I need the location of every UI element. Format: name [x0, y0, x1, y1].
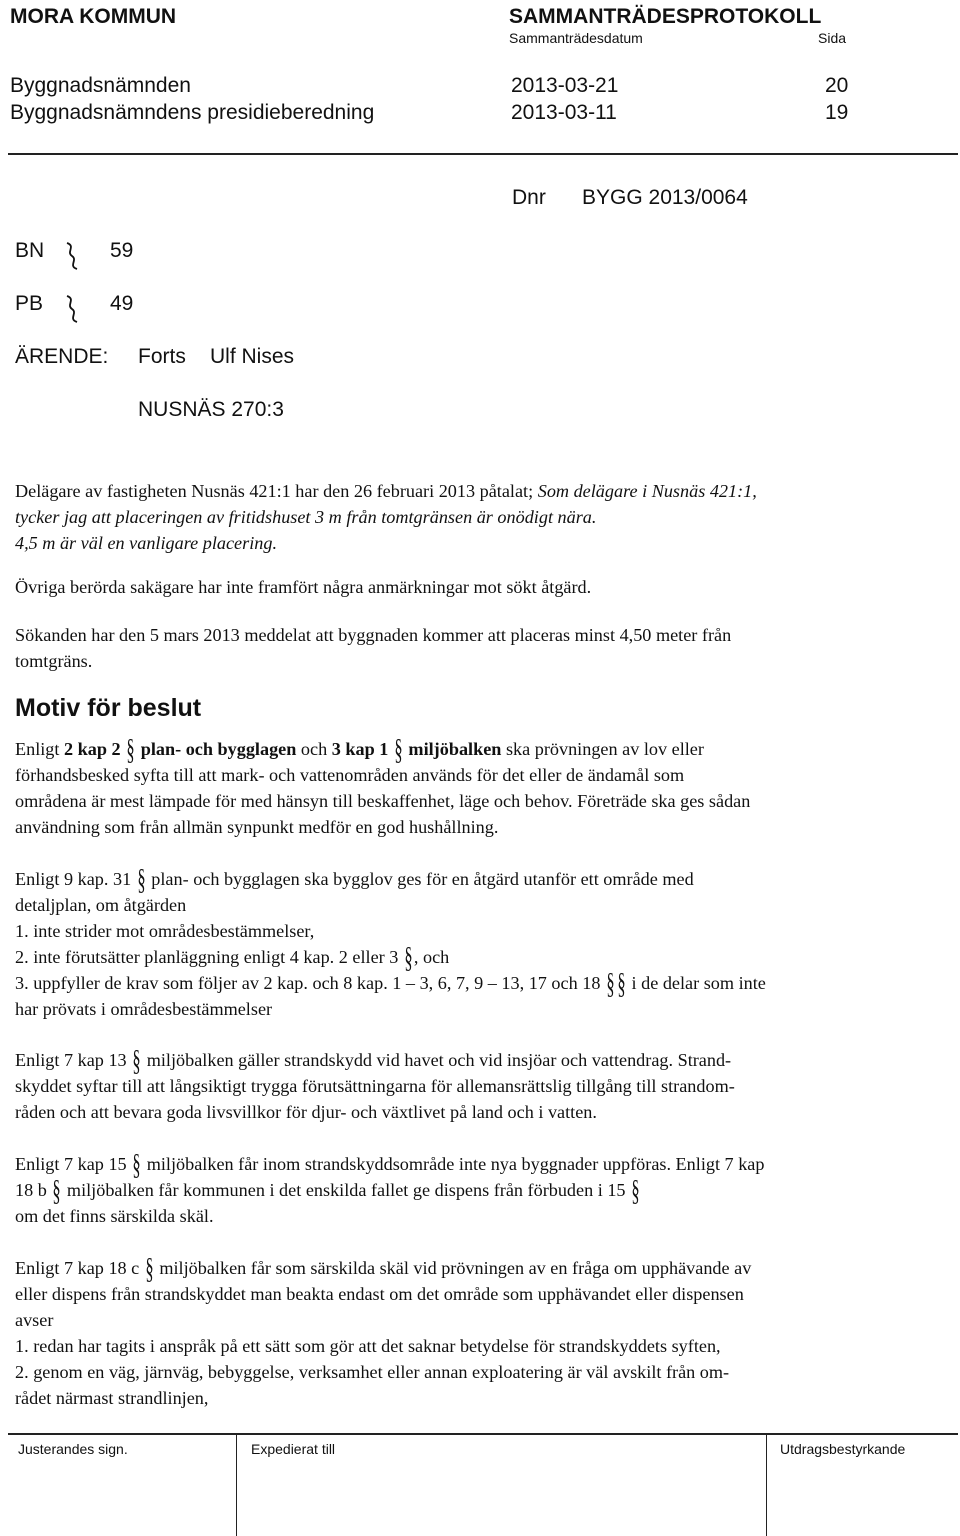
paragraph-complaint: [15, 478, 757, 556]
section-sign-icon: [64, 295, 80, 328]
law-name: miljöbalken: [408, 739, 502, 759]
section-sign-icon: §: [137, 863, 146, 896]
text: förhandsbesked syfta till att mark- och vattenområden används för det eller de ändamål som: [15, 765, 685, 785]
text: miljöbalken får som särskilda skäl vid prövningen av en fråga om upphävande av: [159, 1258, 752, 1278]
text: råden och att bevara goda livsvillkor för djur- och växtlivet på land och i vatten.: [15, 1102, 597, 1122]
certification-label: Utdragsbestyrkande: [780, 1441, 906, 1457]
section-heading: Motiv för beslut: [15, 694, 202, 722]
property-designation: NUSNÄS 270:3: [138, 398, 284, 421]
pb-label: PB: [15, 292, 44, 315]
bn-value: 59: [110, 239, 134, 262]
section-sign-icon: §: [132, 1044, 141, 1077]
text: områdena är mest lämpade för med hänsyn till beskaffenhet, läge och behov. Företräde ska ges sådan: [15, 791, 751, 811]
list-item: 2. genom en väg, järnväg, bebyggelse, verksamhet eller annan exploatering är väl avskilt från om-: [15, 1362, 730, 1382]
arende-label: ÄRENDE:: [15, 345, 109, 368]
section-sign-icon: §: [132, 1148, 141, 1181]
text: Enligt 9 kap. 31: [15, 869, 132, 889]
text: Delägare av fastigheten Nusnäs 421:1 har den 26 februari 2013 påtalat;: [15, 481, 538, 501]
text: ska prövningen av lov eller: [501, 739, 704, 759]
text: miljöbalken får inom strandskyddsområde inte nya byggnader uppföras. Enligt 7 kap: [146, 1154, 765, 1174]
section-sign-icon: §: [617, 967, 626, 1000]
law-ref: 3 kap 1: [331, 739, 389, 759]
text: Sökanden har den 5 mars 2013 meddelat att byggnaden kommer att placeras minst 4,50 meter från: [15, 625, 732, 645]
sent-to-label: Expedierat till: [251, 1441, 336, 1457]
section-sign-icon: §: [606, 967, 615, 1000]
text: Enligt 7 kap 13: [15, 1050, 127, 1070]
text: miljöbalken får kommunen i det enskilda fallet ge dispens från förbuden i 15: [66, 1180, 626, 1200]
text: Enligt: [15, 739, 65, 759]
section-sign-icon: §: [631, 1174, 640, 1207]
text: har prövats i områdesbestämmelser: [15, 999, 273, 1019]
text: miljöbalken gäller strandskydd vid havet och vid insjöar och vattendrag. Strand-: [146, 1050, 732, 1070]
paragraph-mb-7-18c: [15, 1252, 752, 1411]
text: 18 b: [15, 1180, 47, 1200]
signature-label: Justerandes sign.: [18, 1441, 128, 1457]
text: Enligt 7 kap 18 c: [15, 1258, 140, 1278]
dnr-value: BYGG 2013/0064: [582, 186, 748, 209]
law-ref: 2 kap 2: [64, 739, 121, 759]
list-item: 2. inte förutsätter planläggning enligt 4 kap. 2 eller 3: [15, 947, 399, 967]
paragraph-mb-7-13: [15, 1044, 735, 1125]
quote: 4,5 m är väl en vanligare placering.: [15, 533, 277, 553]
arende-forts: Forts: [138, 345, 186, 368]
paragraph-other-parties: [15, 574, 591, 600]
paragraph-pbl-9-31: [15, 863, 766, 1022]
quote: tycker jag att placeringen av fritidshuset 3 m från tomtgränsen är onödigt nära.: [15, 507, 597, 527]
meeting-date-1: 2013-03-21: [511, 74, 619, 97]
paragraph-mb-7-15: [15, 1148, 765, 1229]
document-type: SAMMANTRÄDESPROTOKOLL: [509, 5, 822, 28]
text: avser: [15, 1310, 54, 1330]
text: Övriga berörda sakägare har inte framfört några anmärkningar mot sökt åtgärd.: [15, 577, 592, 597]
footer-column-divider: [236, 1434, 237, 1536]
list-item: 3. uppfyller de krav som följer av 2 kap. och 8 kap. 1 – 3, 6, 7, 9 – 13, 17 och 18: [15, 973, 601, 993]
section-sign-icon: §: [52, 1174, 61, 1207]
pb-value: 49: [110, 292, 134, 315]
text: tomtgräns.: [15, 651, 93, 671]
text: , och: [413, 947, 450, 967]
text: rådet närmast strandlinjen,: [15, 1388, 209, 1408]
footer-column-divider: [766, 1434, 767, 1536]
bn-label: BN: [15, 239, 45, 262]
text: detaljplan, om åtgärden: [15, 895, 187, 915]
text: Enligt 7 kap 15: [15, 1154, 127, 1174]
text: om det finns särskilda skäl.: [15, 1206, 214, 1226]
section-sign-icon: §: [145, 1252, 154, 1285]
footer-divider: [8, 1433, 958, 1435]
section-sign-icon: §: [126, 733, 135, 766]
arende-name: Ulf Nises: [210, 345, 295, 368]
section-sign-icon: [64, 242, 80, 275]
law-name: plan- och bygglagen: [140, 739, 297, 759]
list-item: 1. redan har tagits i anspråk på ett sätt som gör att det saknar betydelse för strandskyddets syften,: [15, 1336, 721, 1356]
section-sign-icon: §: [404, 941, 413, 974]
header-divider: [8, 153, 958, 155]
text: skyddet syftar till att långsiktigt trygga förutsättningarna för allemansrättslig tillgång till strandom-: [15, 1076, 735, 1096]
text: användning som från allmän synpunkt medför en god hushållning.: [15, 817, 499, 837]
page-label: Sida: [818, 30, 847, 46]
date-label: Sammanträdesdatum: [509, 30, 643, 46]
meeting-date-2: 2013-03-11: [511, 101, 617, 124]
meeting-body-1: Byggnadsnämnden: [10, 74, 191, 97]
org-name: MORA KOMMUN: [10, 5, 177, 28]
text: i de delar som inte: [631, 973, 766, 993]
paragraph-applicant: [15, 622, 731, 674]
text: eller dispens från strandskyddet man beakta endast om det område som upphävandet eller dispensen: [15, 1284, 744, 1304]
meeting-page-2: 19: [825, 101, 849, 124]
paragraph-legal-basis: [15, 733, 751, 840]
text: plan- och bygglagen ska bygglov ges för en åtgärd utanför ett område med: [151, 869, 694, 889]
meeting-body-2: Byggnadsnämndens presidieberedning: [10, 101, 375, 124]
section-sign-icon: §: [394, 733, 403, 766]
quote: Som delägare i Nusnäs 421:1,: [537, 481, 757, 501]
meeting-page-1: 20: [825, 74, 849, 97]
text: och: [296, 739, 332, 759]
dnr-label: Dnr: [512, 186, 546, 209]
list-item: 1. inte strider mot områdesbestämmelser,: [15, 921, 315, 941]
